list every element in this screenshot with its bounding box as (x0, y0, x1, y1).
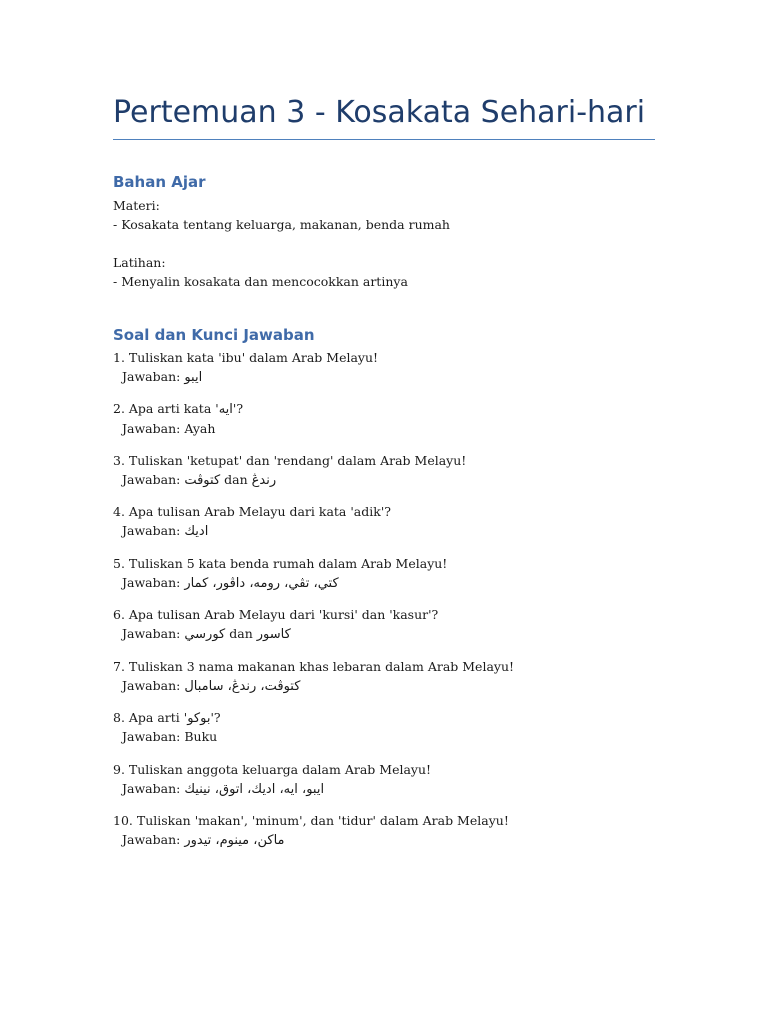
question-7: 7. Tuliskan 3 nama makanan khas lebaran dalam Arab Melayu! (113, 659, 515, 674)
question-text: 8. Apa arti ' (113, 710, 188, 725)
materi-item: - Kosakata tentang keluarga, makanan, benda rumah (113, 217, 450, 232)
answer-text: Buku (184, 729, 218, 744)
question-1: 1. Tuliskan kata 'ibu' dalam Arab Melayu! (113, 350, 379, 365)
answer-text: کتي، تڤي، رومه، داڤور، کمار (184, 576, 339, 591)
section-heading-soal: Soal dan Kunci Jawaban (113, 326, 315, 344)
answer-5 (122, 574, 339, 593)
question-4: 4. Apa tulisan Arab Melayu dari kata 'adik'? (113, 504, 391, 519)
latihan-label: Latihan: (113, 255, 166, 270)
question-3: 3. Tuliskan 'ketupat' dan 'rendang' dalam Arab Melayu! (113, 453, 467, 468)
answer-label: Jawaban: (122, 575, 181, 590)
answer-7 (122, 677, 300, 696)
answer-label: Jawaban: (122, 832, 181, 847)
question-5: 5. Tuliskan 5 kata benda rumah dalam Arab Melayu! (113, 556, 448, 571)
question-arabic-word: بوکو (187, 711, 211, 726)
answer-4 (122, 522, 208, 541)
answer-text: کتوڤت، رندڠ، سامبال (184, 679, 301, 694)
answer-9 (122, 780, 324, 799)
answer-label: Jawaban: (122, 626, 181, 641)
answer-3 (122, 471, 276, 490)
answer-label: Jawaban: (122, 729, 181, 744)
answer-label: Jawaban: (122, 781, 181, 796)
question-8 (113, 709, 221, 728)
question-6: 6. Apa tulisan Arab Melayu dari 'kursi' dan 'kasur'? (113, 607, 439, 622)
answer-text-b: کاسور (256, 627, 291, 642)
question-10: 10. Tuliskan 'makan', 'minum', dan 'tidur' dalam Arab Melayu! (113, 813, 509, 828)
answer-label: Jawaban: (122, 678, 181, 693)
answer-text: Ayah (184, 421, 216, 436)
answer-text-a: کتوڤت (184, 473, 221, 488)
section-heading-bahan-ajar: Bahan Ajar (113, 173, 206, 191)
answer-text: ايبو (184, 370, 203, 385)
question-2 (113, 400, 243, 419)
answer-2 (122, 420, 215, 438)
question-text: 2. Apa arti kata ' (113, 401, 219, 416)
question-9: 9. Tuliskan anggota keluarga dalam Arab Melayu! (113, 762, 432, 777)
answer-1 (122, 368, 202, 387)
answer-8 (122, 728, 217, 746)
page-title: Pertemuan 3 - Kosakata Sehari-hari (113, 95, 646, 130)
title-divider (113, 139, 655, 140)
answer-text-a: کورسي (184, 627, 226, 642)
answer-6 (122, 625, 291, 644)
answer-text: اديك (184, 524, 209, 539)
question-arabic-word: ايه (218, 402, 233, 417)
answer-text: ايبو، ايه، اديك، اتوق، نينيك (184, 782, 325, 797)
materi-label: Materi: (113, 198, 160, 213)
question-text-end: '? (232, 401, 244, 416)
latihan-item: - Menyalin kosakata dan mencocokkan artinya (113, 274, 408, 289)
answer-conjunction: dan (229, 626, 253, 641)
answer-label: Jawaban: (122, 523, 181, 538)
answer-label: Jawaban: (122, 472, 181, 487)
answer-label: Jawaban: (122, 421, 181, 436)
answer-conjunction: dan (224, 472, 248, 487)
answer-10 (122, 831, 285, 850)
answer-text-b: رندڠ (251, 473, 277, 488)
answer-label: Jawaban: (122, 369, 181, 384)
question-text-end: '? (210, 710, 221, 725)
answer-text: ماکن، مينوم، تيدور (184, 833, 285, 848)
